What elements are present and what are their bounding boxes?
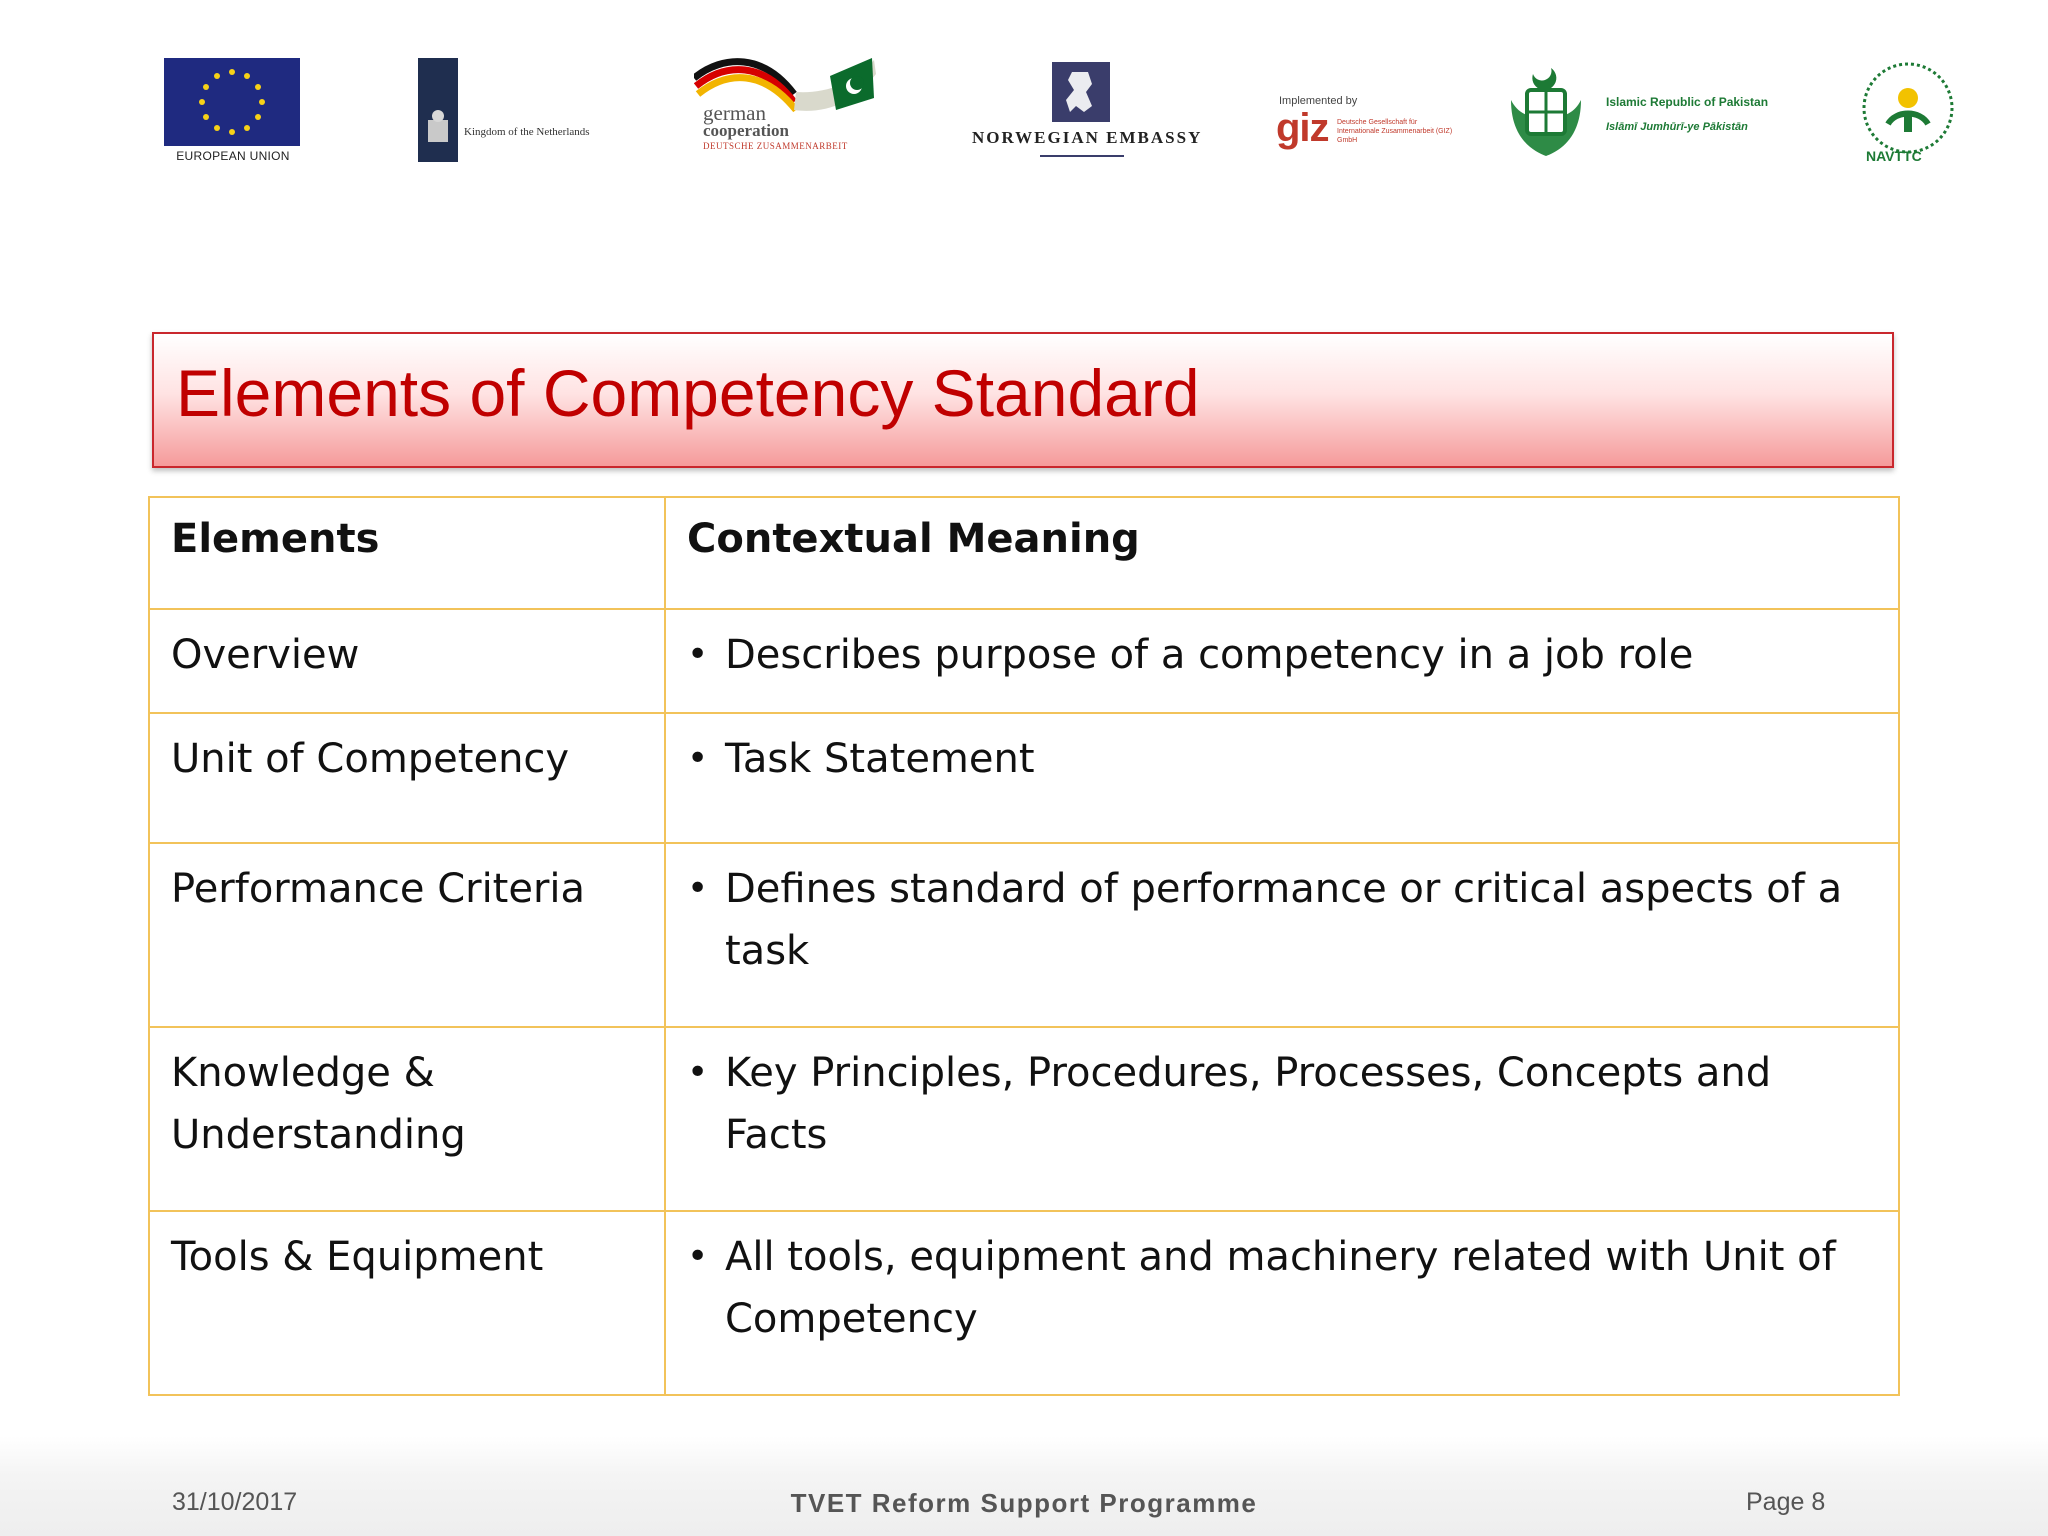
table-row [149, 609, 1899, 713]
footer-page-number: Page 8 [1746, 1488, 1826, 1516]
meaning-cell [665, 713, 1899, 843]
giz-subtitle: Deutsche Gesellschaft für Internationale Zusammenarbeit (GIZ) GmbH [1337, 119, 1453, 144]
gc-line2: cooperation [703, 121, 789, 140]
meaning-text: Describes purpose of a competency in a job role [725, 632, 1694, 678]
eu-caption: EUROPEAN UNION [176, 149, 290, 163]
pakistan-emblem-icon [1505, 60, 1587, 160]
table-header-row [149, 497, 1899, 609]
norway-divider [1040, 155, 1124, 157]
header-elements: Elements [149, 497, 665, 609]
element-cell: Overview [149, 609, 665, 713]
bullet-icon: • [687, 868, 709, 909]
bullet-icon: • [687, 738, 709, 779]
norwegian-lion-logo [1052, 62, 1110, 122]
competency-elements-table [148, 496, 1900, 1396]
slide-title-band [152, 332, 1894, 468]
bullet-icon: • [687, 1236, 709, 1277]
netherlands-caption: Kingdom of the Netherlands [464, 126, 590, 138]
german-cooperation-text [703, 101, 848, 152]
giz-logo-word: giz [1276, 106, 1329, 150]
footer-programme-name: TVET Reform Support Programme [790, 1488, 1258, 1518]
meaning-cell [665, 1027, 1899, 1211]
navttc-caption: NAVTTC [1866, 148, 1922, 164]
meaning-cell [665, 843, 1899, 1027]
pakistan-caption: Islamic Republic of Pakistan [1606, 95, 1769, 109]
giz-implemented-by: Implemented by [1279, 95, 1358, 107]
gc-line1: german [703, 101, 766, 125]
footer-bar [0, 1436, 2048, 1536]
partner-logos-strip [0, 0, 2048, 200]
footer-date: 31/10/2017 [172, 1488, 298, 1516]
coat-of-arms-icon [428, 110, 448, 142]
header-contextual-meaning: Contextual Meaning [665, 497, 1899, 609]
eu-flag-logo [164, 58, 300, 146]
meaning-cell [665, 1211, 1899, 1395]
pakistan-caption-transliteration: Islāmī Jumhūrī-ye Pākistān [1606, 121, 1748, 133]
meaning-cell [665, 609, 1899, 713]
element-cell: Unit of Competency [149, 713, 665, 843]
meaning-text: Key Principles, Procedures, Processes, Concepts and Facts [725, 1050, 1772, 1158]
table-row [149, 1027, 1899, 1211]
norwegian-embassy-caption: NORWEGIAN EMBASSY [972, 128, 1203, 147]
eu-stars-icon [199, 69, 265, 135]
slide-title: Elements of Competency Standard [176, 356, 1200, 430]
element-cell: Tools & Equipment [149, 1211, 665, 1395]
bullet-icon: • [687, 634, 709, 675]
meaning-text: Task Statement [725, 736, 1035, 782]
gc-line3: DEUTSCHE ZUSAMMENARBEIT [703, 141, 848, 151]
meaning-text: Defines standard of performance or critical aspects of a task [725, 866, 1843, 974]
element-cell: Performance Criteria [149, 843, 665, 1027]
table-row [149, 713, 1899, 843]
bullet-icon: • [687, 1052, 709, 1093]
netherlands-logo [418, 58, 458, 162]
table-row [149, 1211, 1899, 1395]
table-row [149, 843, 1899, 1027]
meaning-text: All tools, equipment and machinery related with Unit of Competency [725, 1234, 1836, 1342]
element-cell: Knowledge & Understanding [149, 1027, 665, 1211]
lion-icon [1066, 72, 1092, 112]
